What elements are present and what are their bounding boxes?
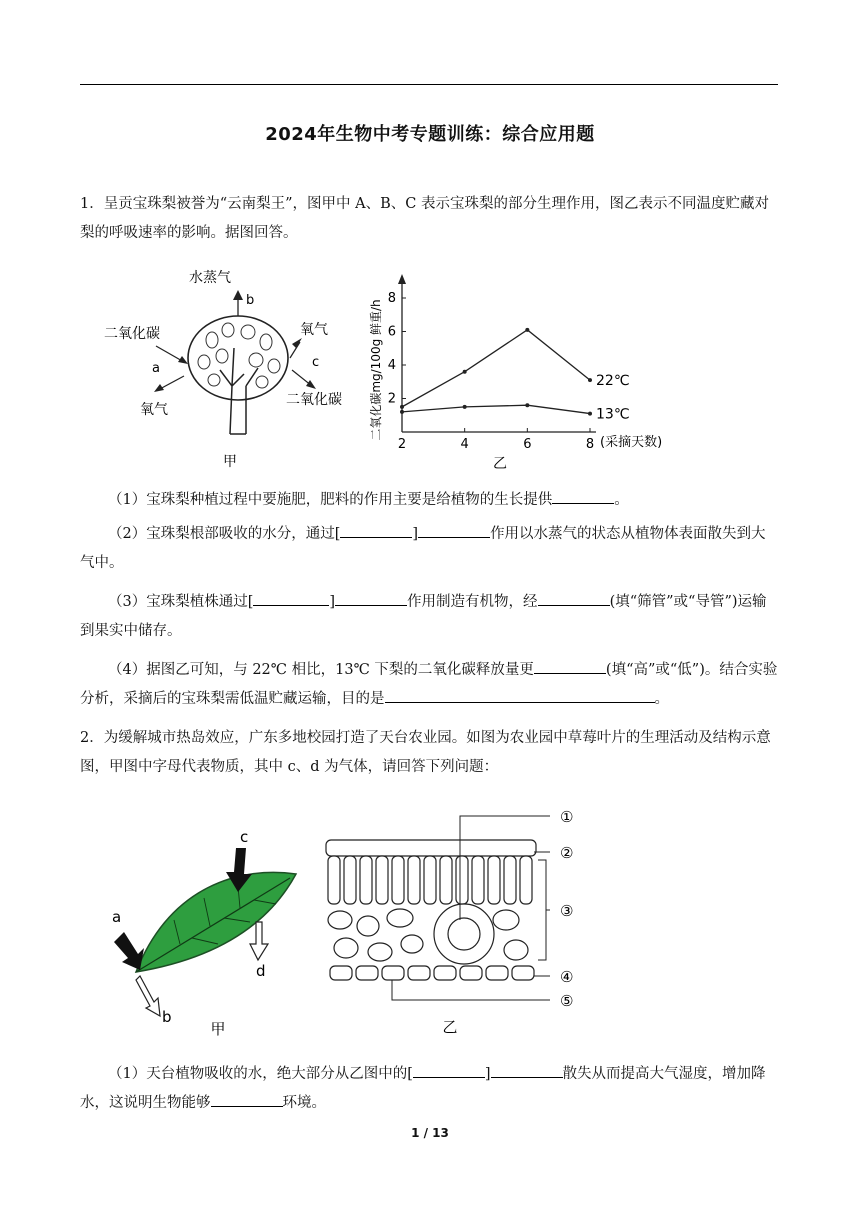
q1-part3: （3）宝珠梨植株通过[ ] 作用制造有机物，经 (填“筛管”或“导管”)运输到果实中储存。 (80, 588, 780, 646)
page-title: 2024年生物中考专题训练：综合应用题 (265, 124, 595, 145)
x-tick-label: 2 (397, 437, 407, 452)
q1-stem: 1．呈贡宝珠梨被誉为“云南梨王”，图甲中 A、B、C 表示宝珠梨的部分生理作用，图乙表示不同温度贮藏对梨的呼吸速率的影响。据图回答。 (80, 196, 769, 241)
q1-blank-1[interactable] (552, 489, 614, 504)
respiration-chart (360, 258, 700, 474)
series-point (525, 403, 529, 407)
series-point (400, 405, 404, 409)
y-tick-label: 2 (387, 391, 396, 407)
series-point (463, 405, 467, 409)
leaf-4 (260, 334, 272, 350)
arrow-b-head (233, 290, 243, 300)
upper-epidermis (326, 840, 536, 856)
y-tick-label: 6 (387, 324, 396, 340)
series-line-0 (402, 330, 590, 407)
fig-yi2-caption: 乙 (442, 1018, 458, 1036)
section-label-5: ⑤ (560, 992, 574, 1010)
x-tick-label: 4 (460, 437, 469, 452)
q1-part2: （2）宝珠梨根部吸收的水分，通过[ ] 作用以水蒸气的状态从植物体表面散失到大气中。 (80, 520, 780, 578)
section-label-3: ③ (560, 902, 574, 920)
label-a: a (152, 361, 160, 376)
spongy-layer (328, 909, 528, 961)
page-number: 1 / 13 (411, 1126, 449, 1140)
leaf-figure (100, 826, 310, 1040)
series-line-1 (402, 405, 590, 413)
leaf-1 (206, 332, 218, 348)
leaf-8 (268, 359, 280, 373)
q1-blank-4a[interactable] (534, 659, 606, 674)
q1-blank-2b[interactable] (418, 523, 490, 538)
q2-blank-1c[interactable] (211, 1092, 283, 1107)
q2-stem: 2．为缓解城市热岛效应，广东多地校园打造了天台农业园。如图为农业园中草莓叶片的生理活动及结构示意图，甲图中字母代表物质，其中 c、d 为气体，请回答下列问题： (80, 730, 771, 775)
series-label: 22℃ (596, 373, 630, 390)
chart-xlabel: (采摘天数) (600, 435, 663, 450)
q1-blank-2a[interactable] (340, 523, 412, 538)
q2-part1: （1）天台植物吸收的水，绝大部分从乙图中的[ ] 散失从而提高大气湿度，增加降水，这说明生物能够 环境。 (80, 1060, 780, 1118)
leaf-2 (222, 323, 234, 337)
section-label-4: ④ (560, 968, 574, 986)
q1-blank-3c[interactable] (538, 591, 610, 606)
co2-right-label: 二氧化碳 (286, 392, 342, 408)
q1-part4: （4）据图乙可知，与 22℃ 相比，13℃ 下梨的二氧化碳释放量更 (填“高”或“低”)。结合实验分析，采摘后的宝珠梨需低温贮藏运输，目的是 。 (80, 656, 780, 714)
leaf-label-b: b (162, 1008, 172, 1026)
lower-epidermis (330, 966, 534, 980)
palisade-layer (328, 856, 532, 904)
leaf-10 (256, 376, 268, 388)
co2-left-label: 二氧化碳 (104, 326, 160, 342)
pointer-3 (538, 860, 550, 960)
fig-jia-caption: 甲 (223, 454, 237, 470)
q1-blank-3b[interactable] (335, 591, 407, 606)
o2-left-label: 氧气 (140, 402, 168, 418)
label-b: b (246, 293, 255, 308)
y-axis-arrow (398, 274, 406, 284)
water-vapor-label: 水蒸气 (189, 270, 231, 286)
label-c: c (312, 355, 320, 370)
q2-blank-1b[interactable] (491, 1063, 563, 1078)
leaf-section-figure (316, 804, 596, 1044)
section-label-2: ② (560, 844, 574, 862)
leaf-5 (198, 355, 210, 369)
fig-jia2-caption: 甲 (210, 1020, 226, 1038)
leaf-label-a: a (112, 908, 122, 926)
q1-blank-3a[interactable] (253, 591, 329, 606)
arrow-a (114, 932, 144, 970)
q2-blank-1a[interactable] (413, 1063, 485, 1078)
leaf-6 (216, 349, 228, 363)
series-point (400, 410, 404, 414)
y-tick-label: 4 (387, 358, 396, 373)
header-rule (80, 84, 778, 85)
series-point (463, 370, 467, 374)
pointer-5 (392, 980, 550, 1000)
arrow-b-out (136, 976, 160, 1016)
vein-core (448, 918, 480, 950)
leaf-7 (249, 353, 263, 367)
tree-figure (100, 258, 360, 470)
leaf-label-d: d (256, 962, 266, 980)
o2-right-label: 氧气 (300, 322, 328, 338)
section-label-1: ① (560, 808, 574, 826)
series-label: 13℃ (596, 406, 630, 423)
q1-blank-4b[interactable] (385, 688, 655, 703)
x-tick-label: 8 (585, 437, 595, 452)
arrow-d (250, 922, 268, 960)
series-point (588, 412, 592, 416)
leaf-9 (208, 374, 220, 386)
leaf-label-c: c (240, 828, 249, 846)
chart-ylabel: 二氧化碳mg/100g 鲜重/h (369, 299, 383, 441)
q1-part1: （1）宝珠梨种植过程中要施肥，肥料的作用主要是给植物的生长提供 。 (80, 486, 780, 515)
fig-yi-caption: 乙 (493, 456, 507, 472)
leaf-3 (241, 325, 255, 339)
series-point (525, 328, 529, 332)
x-tick-label: 6 (523, 437, 532, 452)
series-point (588, 378, 592, 382)
y-tick-label: 8 (387, 291, 396, 306)
